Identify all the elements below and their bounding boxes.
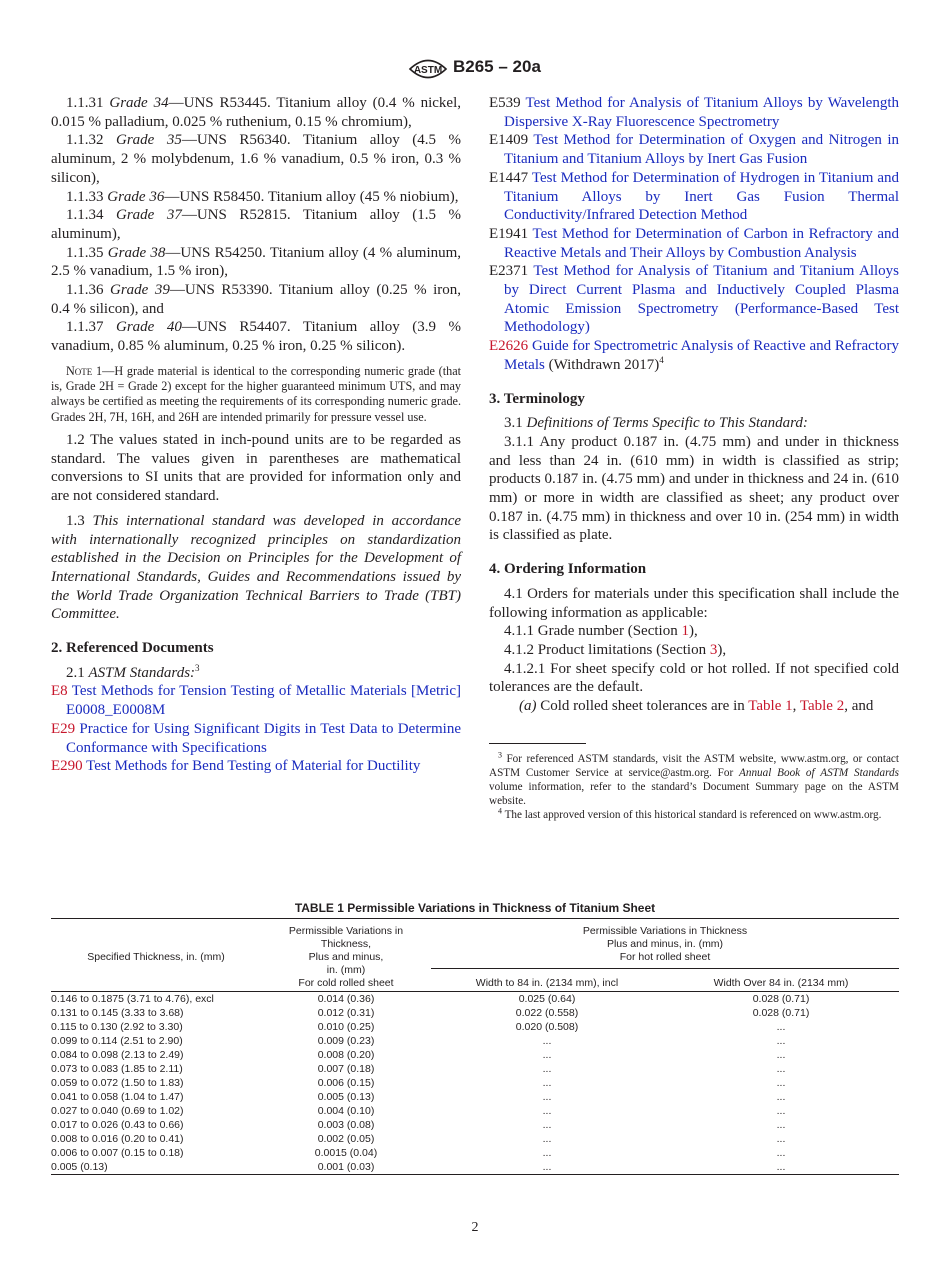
table-cell: 0.001 (0.03) <box>261 1160 431 1175</box>
logo-text: ASTM <box>413 65 443 76</box>
reference-item: E2371 Test Method for Analysis of Titanium and Titanium Alloys by Direct Current Plasma and Inductively Coupled Plasma Atomic Emission Spectrometry (Performance-Based Test Methodology) <box>489 263 899 336</box>
grade-item: 1.1.35 Grade 38—UNS R54250. Titanium alloy (4 % aluminum, 2.5 % vanadium, 1.5 % iron), <box>51 244 462 280</box>
reference-code-link[interactable]: E2626 <box>489 338 529 355</box>
table-cell: ... <box>776 1091 786 1103</box>
reference-title-link[interactable]: Test Method for Determination of Oxygen and Nitrogen in Titanium and Titanium Alloys by Inert Gas Fusion <box>504 132 900 168</box>
section-3-heading: 3. Terminology <box>489 390 585 407</box>
page-header <box>0 56 950 82</box>
table-cell: 0.0015 (0.04) <box>314 1147 378 1159</box>
table-cell: 0.073 to 0.083 (1.85 to 2.11) <box>51 1063 183 1075</box>
reference-title-link[interactable]: Test Method for Analysis of Titanium Alloys by Wavelength Dispersive X-Ray Fluorescence Spectrometry <box>504 95 899 130</box>
table-cell: 0.010 (0.25) <box>317 1021 375 1033</box>
paragraph-4-1-2-1: 4.1.2.1 For sheet specify cold or hot rolled. If not specified cold tolerances are the default. <box>489 660 899 696</box>
table-cell: ... <box>542 1035 552 1047</box>
table-row <box>51 1090 899 1104</box>
column-header-width-over-84: Width Over 84 in. (2134 mm) <box>663 969 899 992</box>
paragraph-2-1: 2.1 ASTM Standards:$^3$ <box>66 662 200 681</box>
reference-title-link[interactable]: Test Method for Analysis of Titanium and Titanium Alloys by Direct Current Plasma and Inductively Coupled Plasma Atomic Emission Spectrometry (Performance-Based Test Methodology) <box>504 263 899 336</box>
grade-item: 1.1.33 Grade 36—UNS R58450. Titanium alloy (45 % niobium), <box>66 188 459 205</box>
table-row <box>51 1062 899 1076</box>
note-1: Note 1—H grade material is identical to the corresponding numeric grade (that is, Grade 2H = Grade 2) except for the higher guaranteed minimum UTS, and may always be certified as meeting the requirements of its corresponding numeric grade. Grades 2H, 7H, 16H, and 26H are intended primarily for pressure vessel use. <box>51 363 461 424</box>
table-cell: 0.028 (0.71) <box>752 1007 810 1019</box>
table-cell: ... <box>542 1063 552 1075</box>
table-cell: 0.028 (0.71) <box>752 993 810 1005</box>
table-title: TABLE 1 Permissible Variations in Thickness of Titanium Sheet <box>294 901 656 915</box>
table-cell: 0.009 (0.23) <box>317 1035 375 1047</box>
table-cell: 0.006 to 0.007 (0.15 to 0.18) <box>51 1147 184 1159</box>
table-cell: ... <box>542 1077 552 1089</box>
reference-item <box>51 757 461 776</box>
table-cell: 0.084 to 0.098 (2.13 to 2.49) <box>51 1049 184 1061</box>
column-header-specified-thickness: Specified Thickness, in. (mm) <box>51 919 261 992</box>
section-2-heading: 2. Referenced Documents <box>51 640 214 657</box>
paragraph-1-3: 1.3 This international standard was developed in accordance with internationally recognized principles on standardization established in the Decision on Principles for the Development of International Standards, Guides and Recommendations issued by the World Trade Organization Technical Barriers to Trade (TBT) Committee. <box>51 512 462 623</box>
section-4-heading: 4. Ordering Information <box>489 561 647 578</box>
table-cell: 0.014 (0.36) <box>317 993 375 1005</box>
reference-item <box>51 682 461 719</box>
reference-list-continued <box>489 94 899 375</box>
thickness-variation-table <box>51 918 899 1175</box>
reference-title-link[interactable]: Test Method for Determination of Hydrogen in Titanium and Titanium Alloys by Inert Gas Fusion Thermal Conductivity/Infrared Detection Method <box>504 169 899 224</box>
table-cell: 0.041 to 0.058 (1.04 to 1.47) <box>51 1091 184 1103</box>
column-group-header-hot-rolled: Permissible Variations in Thickness Plus and minus, in. (mm) For hot rolled sheet <box>582 925 748 963</box>
paragraph-4-1-2: 4.1.2 Product limitations (Section 3), <box>504 641 727 658</box>
table-row <box>51 1006 899 1020</box>
table-row <box>51 992 899 1007</box>
footnote-3: $^3$ For referenced ASTM standards, visit the ASTM website, www.astm.org, or contact ASTM Customer Service at service@astm.org. For Annual Book of ASTM Standards volume information, refer to the standard’s Document Summary page on the ASTM website. <box>489 750 899 807</box>
paragraph-4-1: 4.1 Orders for materials under this specification shall include the following information as applicable: <box>489 585 899 621</box>
table-cell: ... <box>776 1021 786 1033</box>
table-cell: 0.027 to 0.040 (0.69 to 1.02) <box>51 1105 184 1117</box>
reference-code-link[interactable]: E29 <box>51 720 76 737</box>
table-cell: 0.006 (0.15) <box>317 1077 375 1089</box>
paragraph-3-1-1: 3.1.1 Any product 0.187 in. (4.75 mm) and under in thickness and less than 24 in. (610 mm) in width is classified as strip; products 0.187 in. (4.75 mm) and under in thickness and 24 in. (610 mm) or more in width are classified as sheet; any product over 0.187 in. (4.75 mm) in thickness and over 10 in. (254 mm) in width is classified as plate. <box>489 433 899 544</box>
table-row <box>51 1034 899 1048</box>
table-cell: ... <box>776 1119 786 1131</box>
table-cell: ... <box>776 1133 786 1145</box>
table-cell: ... <box>542 1049 552 1061</box>
grade-item: 1.1.31 Grade 34—UNS R53445. Titanium alloy (0.4 % nickel, 0.015 % palladium, 0.025 % ruthenium, 0.15 % chromium), <box>51 95 462 130</box>
table-row <box>51 1048 899 1062</box>
document-id: B265 – 20a <box>453 57 541 76</box>
table-cell: 0.002 (0.05) <box>317 1133 375 1145</box>
column-header-cold-rolled: Permissible Variations in Thickness, Plus and minus, in. (mm) For cold rolled sheet <box>261 919 431 992</box>
table-row <box>51 1104 899 1118</box>
grade-item: 1.1.36 Grade 39—UNS R53390. Titanium alloy (0.25 % iron, 0.4 % silicon), and <box>51 282 462 317</box>
table-cell: 0.012 (0.31) <box>317 1007 375 1019</box>
table-cell: ... <box>663 1160 899 1175</box>
table-body <box>51 992 899 1175</box>
section-3-link[interactable]: 3 <box>709 641 718 658</box>
table-cell: ... <box>542 1133 552 1145</box>
table-2-link[interactable]: Table 2 <box>799 698 845 715</box>
table-cell: 0.008 to 0.016 (0.20 to 0.41) <box>51 1133 184 1145</box>
table-cell: ... <box>776 1147 786 1159</box>
table-cell: 0.017 to 0.026 (0.43 to 0.66) <box>51 1119 184 1131</box>
reference-code-link[interactable]: E290 <box>51 758 83 775</box>
table-cell: ... <box>542 1147 552 1159</box>
table-cell: ... <box>776 1077 786 1089</box>
reference-title-link[interactable]: Test Methods for Bend Testing of Material for Ductility <box>86 758 421 775</box>
grade-item: 1.1.37 Grade 40—UNS R54407. Titanium alloy (3.9 % vanadium, 0.85 % aluminum, 0.25 % iron, 0.25 % silicon). <box>51 319 462 355</box>
reference-code-link[interactable]: E8 <box>51 683 68 700</box>
table-1-link[interactable]: Table 1 <box>748 698 793 715</box>
reference-item: E539 Test Method for Analysis of Titanium Alloys by Wavelength Dispersive X-Ray Fluorescence Spectrometry <box>489 95 899 130</box>
reference-title-link[interactable]: Guide for Spectrometric Analysis of Reactive and Refractory Metals <box>504 338 899 373</box>
reference-item: E1409 Test Method for Determination of Oxygen and Nitrogen in Titanium and Titanium Alloys by Inert Gas Fusion <box>489 132 900 168</box>
table-cell: 0.099 to 0.114 (2.51 to 2.90) <box>51 1035 183 1047</box>
table-cell: ... <box>776 1063 786 1075</box>
grade-item: 1.1.32 Grade 35—UNS R56340. Titanium alloy (4.5 % aluminum, 2 % molybdenum, 1.6 % vanadium, 0.5 % iron, 0.3 % silicon), <box>51 132 462 186</box>
reference-item: E2626 Guide for Spectrometric Analysis of Reactive and Refractory Metals (Withdrawn 2017)$^4$ <box>489 338 899 373</box>
column-header-width-to-84: Width to 84 in. (2134 mm), incl <box>431 969 663 992</box>
table-cell: ... <box>776 1035 786 1047</box>
grade-list <box>51 94 461 356</box>
reference-list <box>51 682 461 776</box>
table-row <box>51 1160 899 1175</box>
table-cell: 0.007 (0.18) <box>317 1063 375 1075</box>
table-cell: ... <box>776 1049 786 1061</box>
table-row <box>51 1076 899 1090</box>
table-cell: ... <box>542 1119 552 1131</box>
reference-item <box>51 720 461 757</box>
table-cell: 0.115 to 0.130 (2.92 to 3.30) <box>51 1021 183 1033</box>
table-cell: ... <box>542 1105 552 1117</box>
table-cell: 0.146 to 0.1875 (3.71 to 4.76), excl <box>51 993 214 1005</box>
reference-item: E1941 Test Method for Determination of Carbon in Refractory and Reactive Metals and Their Alloys by Combustion Analysis <box>489 225 899 261</box>
paragraph-1-2: 1.2 The values stated in inch-pound units are to be regarded as standard. The values given in parentheses are mathematical conversions to SI units that are provided for information only and are not considered standard. <box>51 432 461 505</box>
table-cell: ... <box>431 1160 663 1175</box>
table-cell: 0.005 (0.13) <box>317 1091 375 1103</box>
table-row <box>51 1020 899 1034</box>
footnote-divider <box>489 743 586 744</box>
paragraph-3-1: 3.1 Definitions of Terms Specific to This Standard: <box>504 415 808 432</box>
table-cell: 0.059 to 0.072 (1.50 to 1.83) <box>51 1077 184 1089</box>
table-cell: 0.008 (0.20) <box>317 1049 375 1061</box>
table-cell: ... <box>776 1105 786 1117</box>
table-cell: 0.003 (0.08) <box>317 1119 375 1131</box>
table-cell: 0.025 (0.64) <box>518 993 576 1005</box>
left-column <box>51 94 461 776</box>
thickness-table-section <box>51 900 899 1175</box>
table-row <box>51 1118 899 1132</box>
table-row <box>51 1146 899 1160</box>
table-cell: 0.005 (0.13) <box>51 1160 261 1175</box>
grade-item: 1.1.34 Grade 37—UNS R52815. Titanium alloy (1.5 % aluminum), <box>51 207 462 242</box>
table-cell: 0.004 (0.10) <box>317 1105 375 1117</box>
table-row <box>51 1132 899 1146</box>
footnote-4: $^4$ The last approved version of this historical standard is referenced on www.astm.org. <box>498 806 882 821</box>
paragraph-a: (a) Cold rolled sheet tolerances are in Table 1, Table 2, and <box>519 698 874 715</box>
reference-item: E1447 Test Method for Determination of Hydrogen in Titanium and Titanium Alloys by Inert Gas Fusion Thermal Conductivity/Infrared Detection Method <box>489 169 899 224</box>
table-cell: 0.131 to 0.145 (3.33 to 3.68) <box>51 1007 184 1019</box>
reference-title-link[interactable]: Test Method for Determination of Carbon in Refractory and Reactive Metals and Their Alloys by Combustion Analysis <box>504 225 899 261</box>
reference-title-link[interactable]: Test Methods for Tension Testing of Metallic Materials [Metric] E0008_E0008M <box>66 683 462 719</box>
table-cell: 0.022 (0.558) <box>515 1007 579 1019</box>
right-column <box>489 94 899 822</box>
reference-title-link[interactable]: Practice for Using Significant Digits in Test Data to Determine Conformance with Specifications <box>66 720 462 756</box>
paragraph-4-1-1: 4.1.1 Grade number (Section 1), <box>504 623 698 640</box>
section-1-link[interactable]: 1 <box>681 623 689 640</box>
page-number: 2 <box>471 1220 479 1235</box>
astm-logo-icon <box>408 56 448 82</box>
table-cell: ... <box>542 1091 552 1103</box>
table-cell: 0.020 (0.508) <box>515 1021 579 1033</box>
